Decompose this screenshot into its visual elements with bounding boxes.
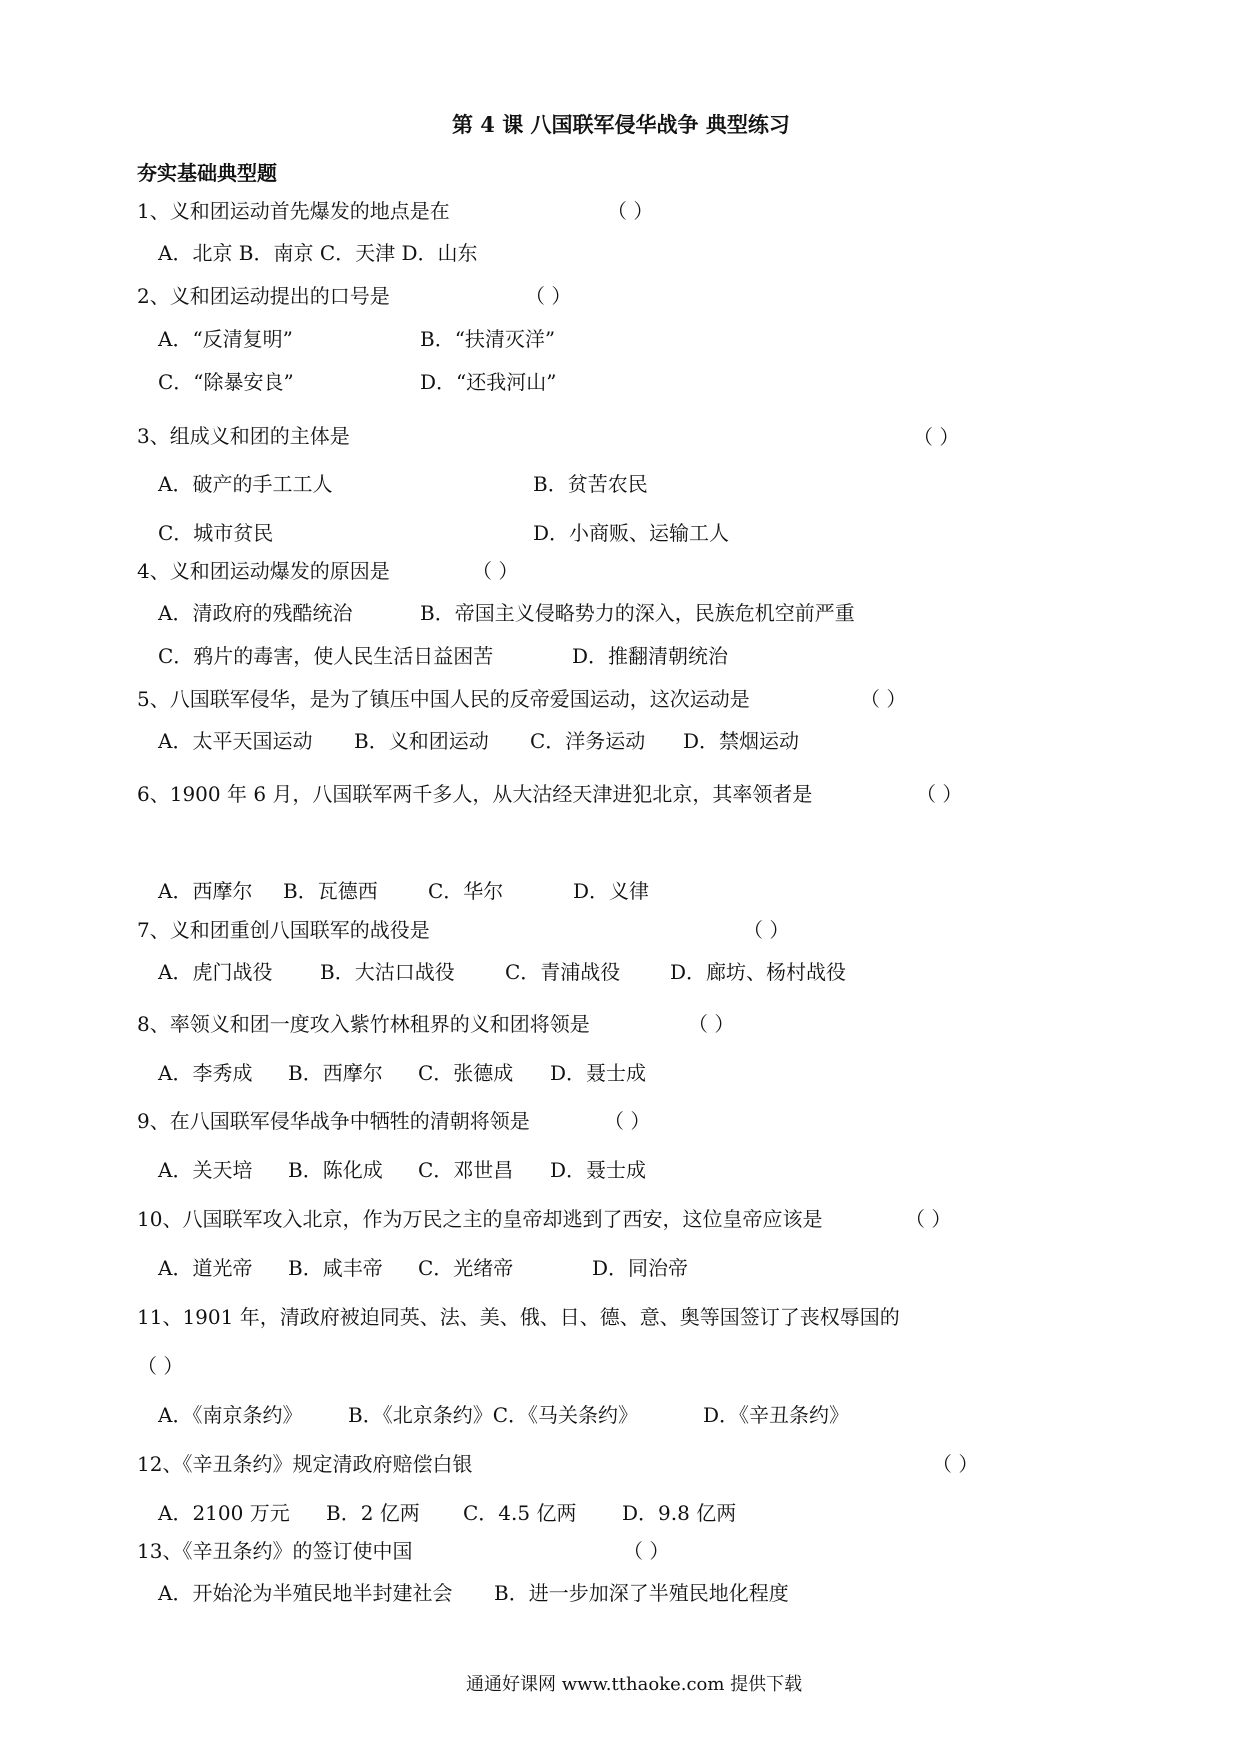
answer-bracket: （ ）	[607, 199, 654, 223]
answer-option: A．2100 万元	[158, 1501, 290, 1525]
answer-option: D．聂士成	[550, 1158, 647, 1182]
answer-option: D．“还我河山”	[420, 370, 557, 394]
answer-bracket: （ ）	[137, 1354, 184, 1378]
answer-option: B．陈化成	[288, 1158, 383, 1182]
question-stem: 10、八国联军攻入北京，作为万民之主的皇帝却逃到了西安，这位皇帝应该是	[137, 1207, 823, 1231]
answer-option: C．4.5 亿两	[463, 1501, 577, 1525]
answer-option: C．“除暴安良”	[158, 370, 294, 394]
answer-option: D．小商贩、运输工人	[533, 521, 730, 545]
question-stem: 4、义和团运动爆发的原因是	[137, 559, 390, 583]
question-stem: 2、义和团运动提出的口号是	[137, 284, 390, 308]
answer-option: D．禁烟运动	[683, 729, 800, 753]
answer-option: C．华尔	[428, 879, 504, 903]
answer-option: C．城市贫民	[158, 521, 274, 545]
question-stem: 5、八国联军侵华，是为了镇压中国人民的反帝爱国运动，这次运动是	[137, 687, 750, 711]
question-stem: 1、义和团运动首先爆发的地点是在	[137, 199, 450, 223]
answer-bracket: （ ）	[905, 1207, 952, 1231]
page-footer: 通通好课网 www.tthaoke.com 提供下载	[466, 1674, 803, 1695]
question-stem: 11、1901 年，清政府被迫同英、法、美、俄、日、德、意、奥等国签订了丧权辱国的	[137, 1305, 900, 1329]
question-stem: 6、1900 年 6 月，八国联军两千多人，从大沽经天津进犯北京，其率领者是	[137, 782, 813, 806]
answer-option: C．洋务运动	[530, 729, 646, 753]
answer-option: A．北京 B．南京 C．天津 D．山东	[158, 241, 478, 265]
answer-option: A．虎门战役	[158, 960, 273, 984]
answer-option: D．同治帝	[592, 1256, 689, 1280]
answer-bracket: （ ）	[916, 782, 963, 806]
answer-option: D．廊坊、杨村战役	[670, 960, 847, 984]
answer-option: D．《辛丑条约》	[703, 1403, 850, 1427]
answer-bracket: （ ）	[604, 1109, 651, 1133]
answer-option: A．关天培	[158, 1158, 253, 1182]
answer-bracket: （ ）	[525, 284, 572, 308]
answer-option: B．咸丰帝	[288, 1256, 383, 1280]
answer-option: B．大沽口战役	[320, 960, 455, 984]
answer-bracket: （ ）	[932, 1452, 979, 1476]
answer-option: D．推翻清朝统治	[572, 644, 729, 668]
answer-option: A．“反清复明”	[158, 327, 293, 351]
answer-bracket: （ ）	[472, 559, 519, 583]
answer-option: A．清政府的残酷统治	[158, 601, 353, 625]
answer-option: B．进一步加深了半殖民地化程度	[494, 1581, 789, 1605]
question-stem: 7、义和团重创八国联军的战役是	[137, 918, 430, 942]
answer-option: C．光绪帝	[418, 1256, 514, 1280]
answer-option: C．张德成	[418, 1061, 514, 1085]
answer-option: D．9.8 亿两	[622, 1501, 737, 1525]
page-title: 第 4 课 八国联军侵华战争 典型练习	[452, 112, 790, 137]
answer-option: A．道光帝	[158, 1256, 253, 1280]
answer-option: A．开始沦为半殖民地半封建社会	[158, 1581, 453, 1605]
question-stem: 3、组成义和团的主体是	[137, 424, 350, 448]
answer-option: C．青浦战役	[505, 960, 621, 984]
answer-option: C．鸦片的毒害，使人民生活日益困苦	[158, 644, 494, 668]
answer-option: B．义和团运动	[354, 729, 489, 753]
answer-option: A．太平天国运动	[158, 729, 313, 753]
section-heading: 夯实基础典型题	[137, 161, 277, 185]
answer-option: B．2 亿两	[326, 1501, 420, 1525]
question-stem: 13、《辛丑条约》的签订使中国	[137, 1539, 413, 1563]
answer-option: A．李秀成	[158, 1061, 253, 1085]
answer-bracket: （ ）	[688, 1012, 735, 1036]
answer-option: B．《北京条约》C．《马关条约》	[348, 1403, 638, 1427]
answer-option: D．聂士成	[550, 1061, 647, 1085]
question-stem: 8、率领义和团一度攻入紫竹林租界的义和团将领是	[137, 1012, 590, 1036]
answer-bracket: （ ）	[623, 1539, 670, 1563]
answer-option: B．西摩尔	[288, 1061, 383, 1085]
answer-bracket: （ ）	[860, 687, 907, 711]
answer-option: A．破产的手工工人	[158, 472, 333, 496]
answer-option: B．贫苦农民	[533, 472, 648, 496]
answer-option: A．西摩尔	[158, 879, 253, 903]
answer-option: C．邓世昌	[418, 1158, 514, 1182]
answer-bracket: （ ）	[913, 425, 960, 449]
answer-bracket: （ ）	[743, 918, 790, 942]
question-stem: 9、在八国联军侵华战争中牺牲的清朝将领是	[137, 1109, 530, 1133]
answer-option: A．《南京条约》	[158, 1403, 303, 1427]
answer-option: B．“扶清灭洋”	[420, 327, 556, 351]
question-stem: 12、《辛丑条约》规定清政府赔偿白银	[137, 1452, 473, 1476]
answer-option: B．帝国主义侵略势力的深入，民族危机空前严重	[420, 601, 855, 625]
answer-option: D．义律	[573, 879, 650, 903]
answer-option: B．瓦德西	[283, 879, 378, 903]
